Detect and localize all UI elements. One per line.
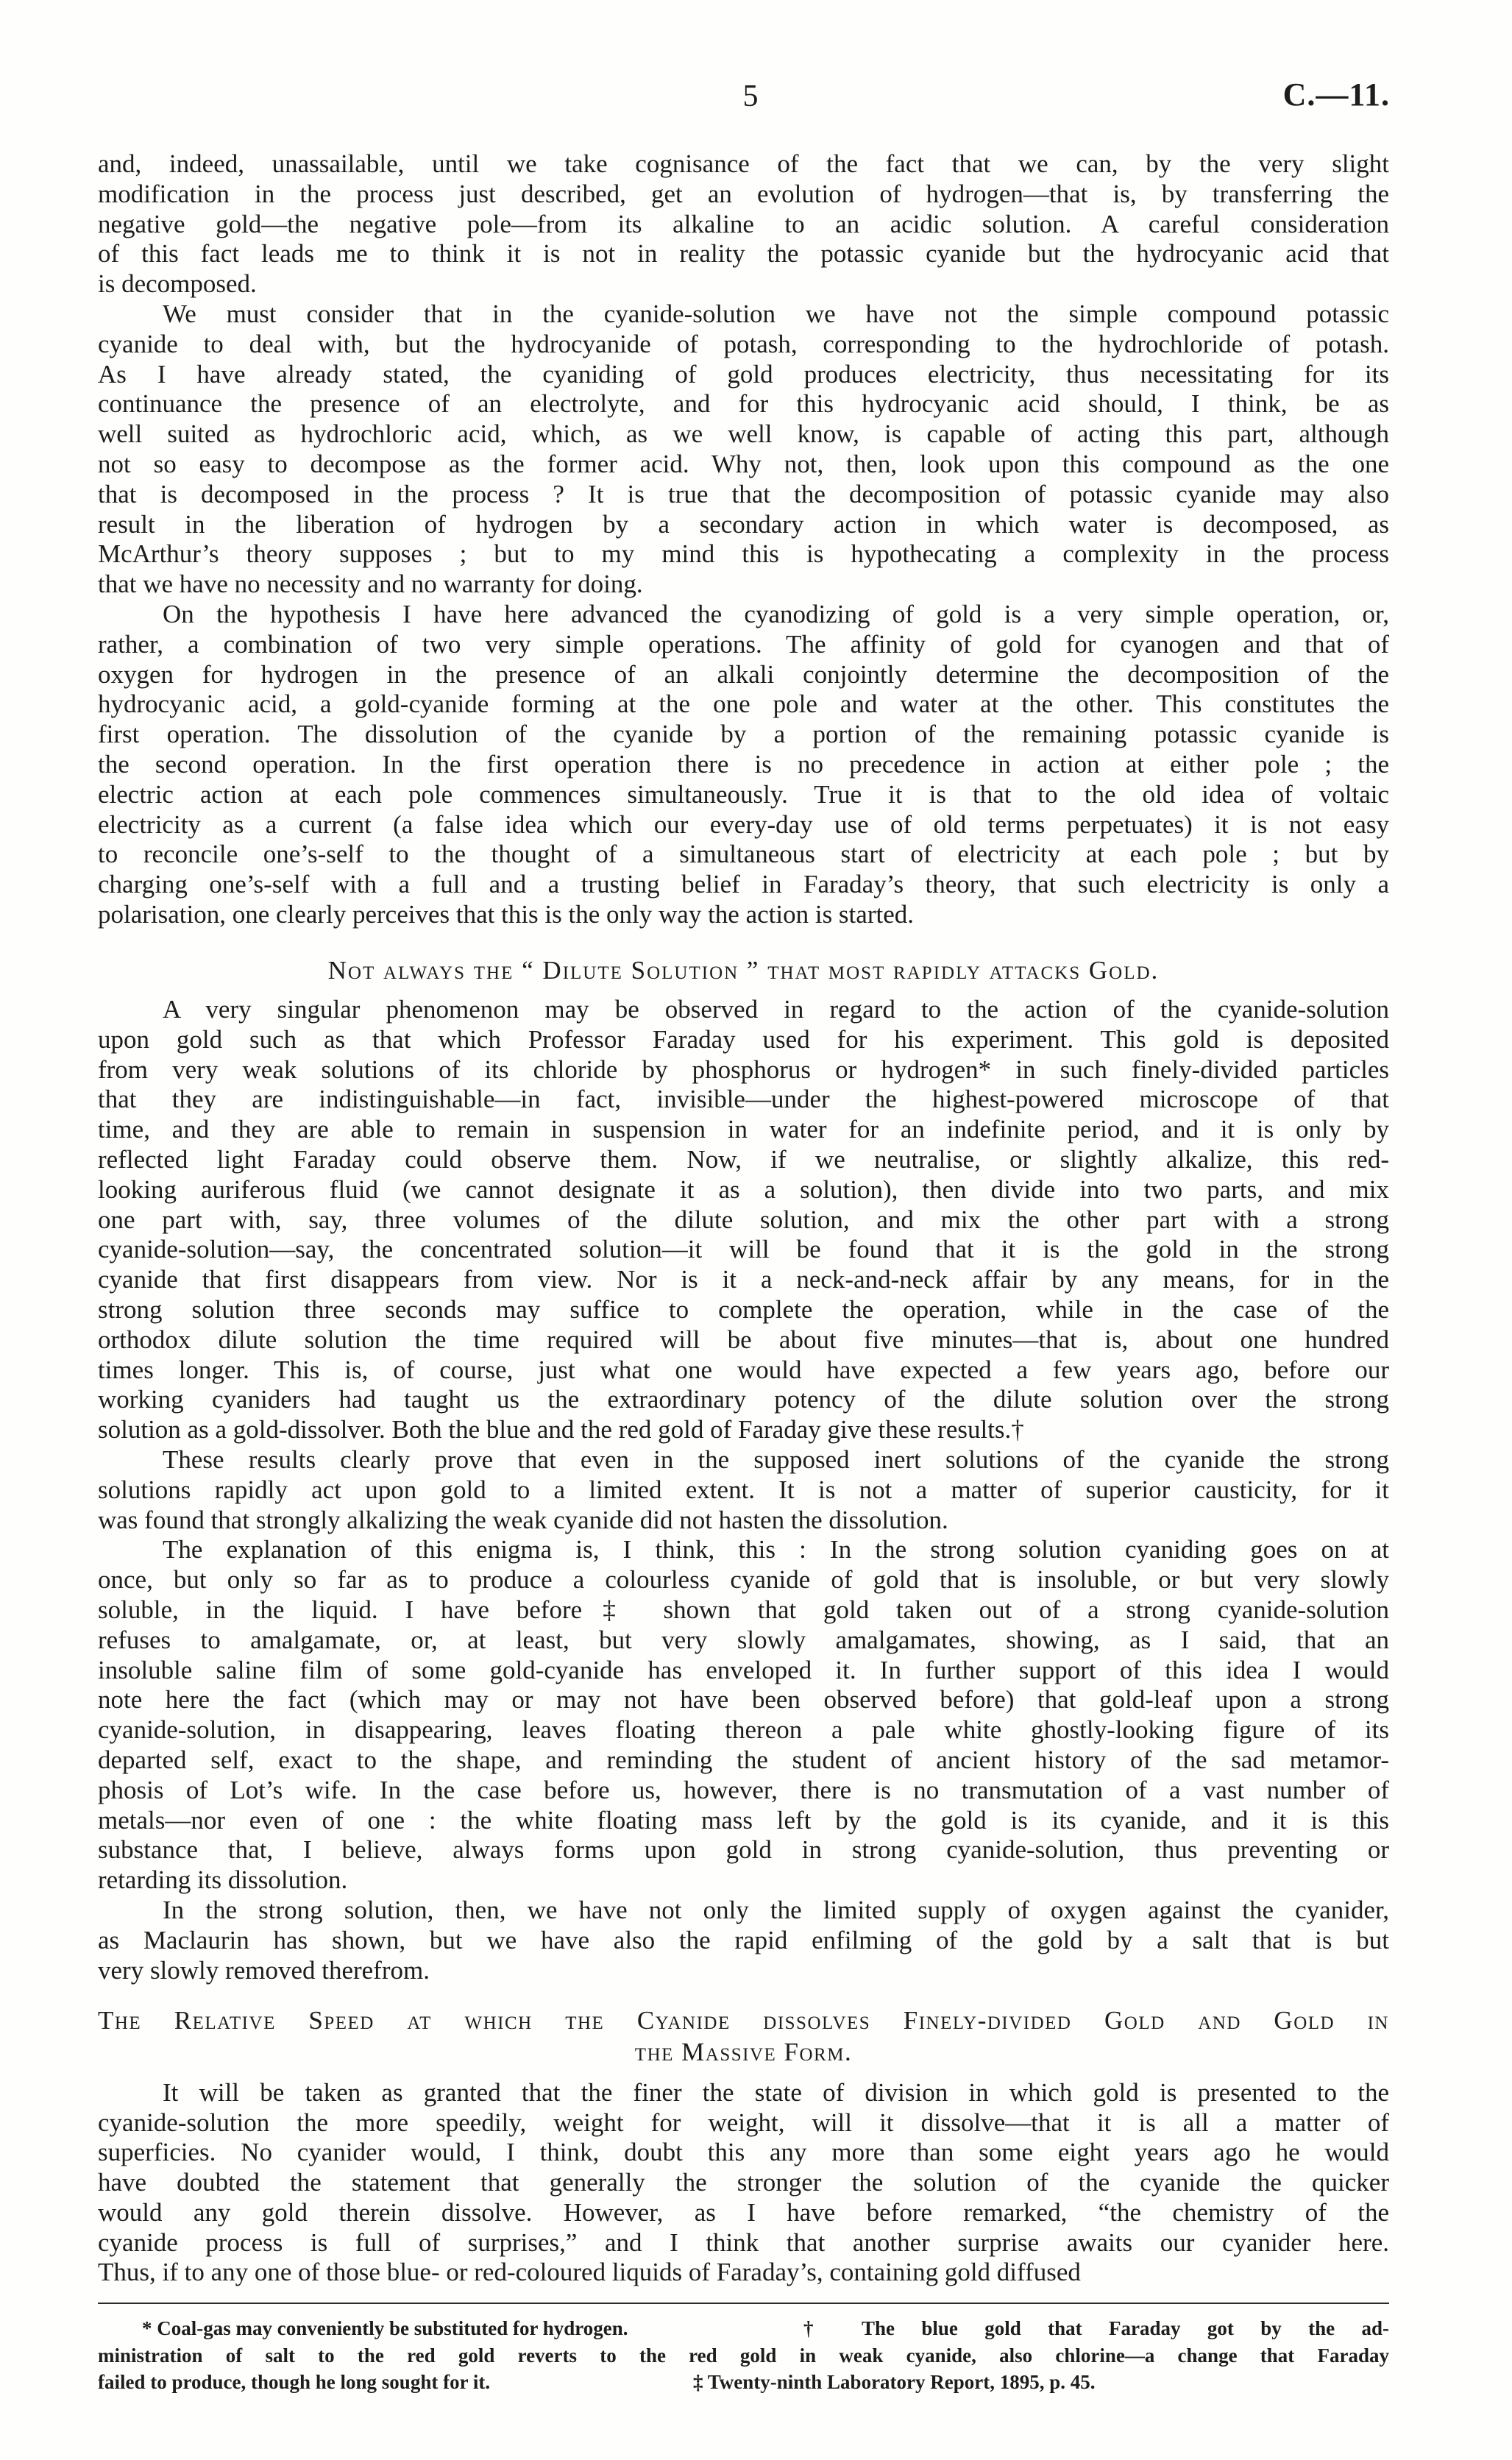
section-heading-relative-speed: [98, 2004, 1389, 2068]
text-line: As I have already stated, the cyaniding of gold produces electricity, thus necessitating for its: [98, 359, 1389, 389]
paragraph: [98, 995, 1389, 1445]
text-line: not so easy to decompose as the former acid. Why not, then, look upon this compound as the one: [98, 449, 1389, 478]
text-line: cyanide process is full of surprises,” and I think that another surprise awaits our cyanider here.: [98, 2227, 1389, 2257]
text-line: strong solution three seconds may suffice to complete the operation, while in the case of the: [98, 1294, 1389, 1324]
text-line: cyanide-solution, in disappearing, leaves floating thereon a pale white ghostly-looking figure of its: [98, 1715, 1389, 1745]
footnote-row: [98, 2315, 1389, 2342]
text-line: and, indeed, unassailable, until we take cognisance of the fact that we can, by the very slight: [98, 149, 1389, 178]
body-text-part-2: [98, 995, 1389, 1985]
text-line: These results clearly prove that even in the supposed inert solutions of the cyanide the strong: [163, 1445, 1389, 1474]
text-line: that we have no necessity and no warranty for doing.: [98, 570, 643, 599]
footnote-double-dagger: ‡ Twenty-ninth Laboratory Report, 1895, p. 45.: [693, 2371, 1096, 2393]
text-line: electricity as a current (a false idea which our every-day use of old terms perpetuates) it is not easy: [98, 809, 1389, 839]
text-line: McArthur’s theory supposes ; but to my mind this is hypothecating a complexity in the process: [98, 539, 1389, 569]
text-line: one part with, say, three volumes of the dilute solution, and mix the other part with a strong: [98, 1205, 1389, 1234]
text-line: time, and they are able to remain in suspension in water for an indefinite period, and it is only by: [98, 1115, 1389, 1144]
heading-line: The Relative Speed at which the Cyanide dissolves Finely-divided Gold and Gold in: [98, 2006, 1389, 2035]
paragraph: [98, 299, 1389, 600]
text-line: rather, a combination of two very simple operations. The affinity of gold for cyanogen and that of: [98, 629, 1389, 659]
paragraph: [98, 1896, 1389, 1985]
text-line: is decomposed.: [98, 269, 257, 299]
footnote-dagger-end: failed to produce, though he long sought for it.: [98, 2371, 491, 2393]
text-line: solution as a gold-dissolver. Both the blue and the red gold of Faraday give these results.†: [98, 1415, 1024, 1445]
footnote-row: [98, 2369, 1389, 2396]
text-line: cyanide that first disappears from view. Nor is it a neck-and-neck affair by any means, for in the: [98, 1265, 1389, 1294]
paragraph: [98, 1535, 1389, 1896]
text-line: from very weak solutions of its chloride by phosphorus or hydrogen* in such finely-divided particles: [98, 1054, 1389, 1084]
section-heading-dilute-solution: Not always the “ Dilute Solution ” that most rapidly attacks Gold.: [327, 956, 1160, 985]
footnote-dagger-continued: ministration of salt to the red gold reverts to the red gold in weak cyanide, also chlorine—a change that Faraday: [98, 2344, 1389, 2367]
text-line: We must consider that in the cyanide-solution we have not the simple compound potassic: [163, 299, 1389, 328]
paragraph: [98, 600, 1389, 930]
paragraph: [98, 2078, 1389, 2288]
text-line: refuses to amalgamate, or, at least, but very slowly amalgamates, showing, as I said, that an: [98, 1625, 1389, 1654]
text-line: cyanide to deal with, but the hydrocyanide of potash, corresponding to the hydrochloride of potash.: [98, 329, 1389, 358]
body-text-part-3: [98, 2078, 1389, 2288]
text-line: The explanation of this enigma is, I think, this : In the strong solution cyaniding goes on at: [163, 1535, 1389, 1564]
text-line: Thus, if to any one of those blue- or red-coloured liquids of Faraday’s, containing gold diffused: [98, 2258, 1081, 2287]
text-line: substance that, I believe, always forms upon gold in strong cyanide-solution, thus preventing or: [98, 1835, 1389, 1865]
text-line: upon gold such as that which Professor Faraday used for his experiment. This gold is deposited: [98, 1024, 1389, 1054]
text-line: A very singular phenomenon may be observed in regard to the action of the cyanide-solution: [163, 995, 1389, 1024]
text-line: that is decomposed in the process ? It is true that the decomposition of potassic cyanide may also: [98, 479, 1389, 508]
footnote-row: [98, 2342, 1389, 2369]
page-number: 5: [742, 79, 759, 113]
text-line: On the hypothesis I have here advanced the cyanodizing of gold is a very simple operation, or,: [163, 599, 1389, 628]
text-line: would any gold therein dissolve. However, as I have before remarked, “the chemistry of the: [98, 2197, 1389, 2227]
text-line: the second operation. In the first operation there is no precedence in action at either pole ; the: [98, 749, 1389, 779]
text-line: note here the fact (which may or may not have been observed before) that gold-leaf upon a strong: [98, 1685, 1389, 1715]
text-line: reflected light Faraday could observe them. Now, if we neutralise, or slightly alkalize, this red-: [98, 1144, 1389, 1174]
text-line: polarisation, one clearly perceives that this is the only way the action is started.: [98, 899, 914, 929]
text-line: soluble, in the liquid. I have before‡ shown that gold taken out of a strong cyanide-solution: [98, 1595, 1389, 1624]
text-line: that they are indistinguishable—in fact, invisible—under the highest-powered microscope of that: [98, 1085, 1389, 1114]
text-line: orthodox dilute solution the time required will be about five minutes—that is, about one hundred: [98, 1325, 1389, 1354]
text-line: first operation. The dissolution of the cyanide by a portion of the remaining potassic cyanide is: [98, 720, 1389, 749]
text-line: cyanide-solution the more speedily, weight for weight, will it dissolve—that it is all a matter of: [98, 2108, 1389, 2137]
text-line: superficies. No cyanider would, I think, doubt this any more than some eight years ago he would: [98, 2138, 1389, 2167]
footnote-divider: [98, 2303, 1389, 2304]
paragraph: [98, 149, 1389, 299]
text-line: well suited as hydrochloric acid, which, as we well know, is capable of acting this part, although: [98, 419, 1389, 449]
text-line: modification in the process just described, get an evolution of hydrogen—that is, by transferring the: [98, 179, 1389, 208]
text-line: working cyaniders had taught us the extraordinary potency of the dilute solution over the strong: [98, 1385, 1389, 1414]
body-text-part-1: [98, 149, 1389, 930]
footnote-asterisk: * Coal-gas may conveniently be substituted for hydrogen.: [142, 2317, 628, 2339]
footnotes: [98, 2315, 1389, 2396]
paragraph: [98, 1445, 1389, 1535]
text-line: of this fact leads me to think it is not in reality the potassic cyanide but the hydrocyanic acid that: [98, 239, 1389, 269]
text-line: phosis of Lot’s wife. In the case before us, however, there is no transmutation of a vast number of: [98, 1775, 1389, 1804]
text-line: cyanide-solution—say, the concentrated solution—it will be found that it is the gold in the strong: [98, 1235, 1389, 1264]
text-line: retarding its dissolution.: [98, 1865, 348, 1895]
text-line: as Maclaurin has shown, but we have also the rapid enfilming of the gold by a salt that is but: [98, 1925, 1389, 1954]
text-line: once, but only so far as to produce a colourless cyanide of gold that is insoluble, or but very slowly: [98, 1565, 1389, 1595]
text-line: It will be taken as granted that the finer the state of division in which gold is presented to the: [163, 2078, 1389, 2107]
document-code: C.—11.: [1282, 77, 1390, 113]
text-line: result in the liberation of hydrogen by a secondary action in which water is decomposed, as: [98, 509, 1389, 539]
text-line: electric action at each pole commences simultaneously. True it is that to the old idea of voltaic: [98, 779, 1389, 809]
text-line: In the strong solution, then, we have not only the limited supply of oxygen against the cyanider,: [163, 1895, 1389, 1924]
text-line: metals—nor even of one : the white floating mass left by the gold is its cyanide, and it is this: [98, 1805, 1389, 1835]
text-line: very slowly removed therefrom.: [98, 1955, 430, 1985]
text-line: hydrocyanic acid, a gold-cyanide forming at the one pole and water at the other. This constitutes the: [98, 690, 1389, 719]
heading-line: the Massive Form.: [634, 2038, 853, 2066]
text-line: continuance the presence of an electrolyte, and for this hydrocyanic acid should, I think, be as: [98, 389, 1389, 419]
text-line: was found that strongly alkalizing the weak cyanide did not hasten the dissolution.: [98, 1505, 948, 1534]
text-line: insoluble saline film of some gold-cyanide has enveloped it. In further support of this idea I would: [98, 1655, 1389, 1684]
text-line: have doubted the statement that generally the stronger the solution of the cyanide the quicker: [98, 2168, 1389, 2197]
text-line: departed self, exact to the shape, and reminding the student of ancient history of the sad metamor-: [98, 1745, 1389, 1774]
text-line: charging one’s-self with a full and a trusting belief in Faraday’s theory, that such electricity is only a: [98, 870, 1389, 899]
text-line: negative gold—the negative pole—from its alkaline to an acidic solution. A careful consideration: [98, 209, 1389, 238]
text-line: looking auriferous fluid (we cannot designate it as a solution), then divide into two parts, and mix: [98, 1174, 1389, 1204]
footnote-dagger: † The blue gold that Faraday got by the ad-: [803, 2317, 1389, 2339]
text-line: to reconcile one’s-self to the thought of a simultaneous start of electricity at each pole ; but by: [98, 840, 1389, 869]
text-line: solutions rapidly act upon gold to a limited extent. It is not a matter of superior causticity, for it: [98, 1475, 1389, 1504]
text-line: oxygen for hydrogen in the presence of an alkali conjointly determine the decomposition of the: [98, 659, 1389, 689]
text-line: times longer. This is, of course, just what one would have expected a few years ago, before our: [98, 1355, 1389, 1384]
